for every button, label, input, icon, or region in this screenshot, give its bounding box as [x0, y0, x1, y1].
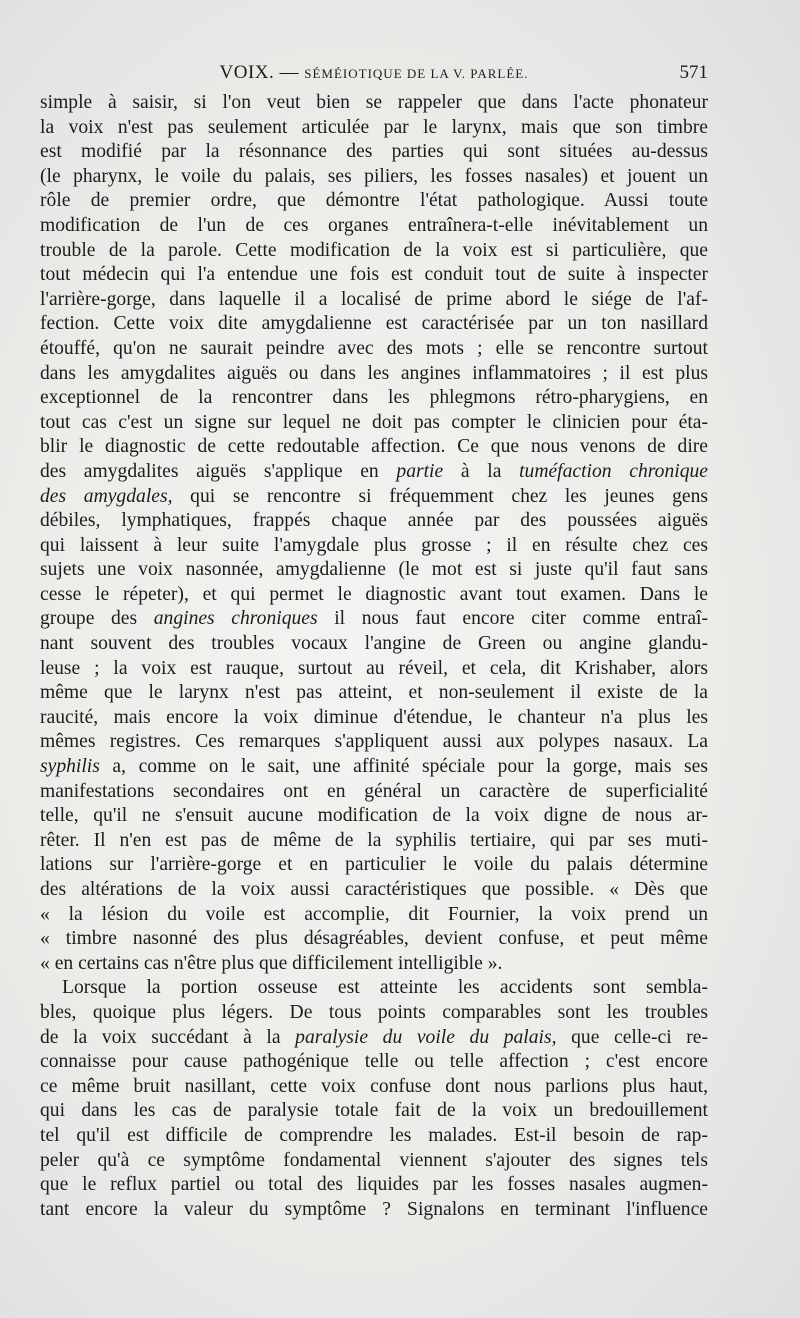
text-line: fection. Cette voix dite amygdalienne est caractérisée par un ton nasillard	[40, 313, 708, 335]
running-title	[40, 62, 708, 84]
text-line: manifestations secondaires ont en général un caractère de superficialité	[40, 780, 708, 802]
text-line: étouffé, qu'on ne saurait peindre avec des mots ; elle se rencontre surtout	[40, 337, 708, 359]
text-line: exceptionnel de la rencontrer dans les phlegmons rétro-pharygiens, en	[40, 387, 708, 409]
text-line: blir le diagnostic de cette redoutable affection. Ce que nous venons de dire	[40, 436, 708, 458]
text-line: simple à saisir, si l'on veut bien se rappeler que dans l'acte phonateur	[40, 92, 708, 113]
italic-run: paralysie du voile du palais,	[295, 1026, 557, 1048]
text-run: des amygdalites aiguës s'applique en	[40, 460, 397, 482]
text-line: même que le larynx n'est pas atteint, et non-seulement il existe de la	[40, 682, 708, 704]
text-line: modification de l'un de ces organes entraînera-t-elle inévitablement un	[40, 214, 708, 236]
text-line	[40, 485, 708, 510]
text-line	[40, 607, 708, 632]
text-line: l'arrière-gorge, dans laquelle il a localisé de prime abord le siége de l'af-	[40, 288, 708, 310]
text-run: à la	[443, 460, 520, 482]
text-line: tout médecin qui l'a entendue une fois est conduit tout de suite à inspecter	[40, 264, 708, 286]
text-line: dans les amygdalites aiguës ou dans les angines inflammatoires ; il est plus	[40, 362, 708, 384]
text-line: des altérations de la voix aussi caractéristiques que possible. « Dès que	[40, 879, 708, 900]
text-line: cesse le répeter), et qui permet le diagnostic avant tout examen. Dans le	[40, 583, 708, 605]
text-run: il nous faut encore citer comme entraî-	[317, 608, 708, 630]
text-run: groupe des	[40, 608, 154, 630]
text-run: de la voix succédant à la	[40, 1026, 296, 1048]
text-line: trouble de la parole. Cette modification de la voix est si particulière, que	[40, 239, 708, 261]
text-line: peler qu'à ce symptôme fondamental viennent s'ajouter des signes tels	[40, 1149, 708, 1171]
running-title-caps: SÉMÉIOTIQUE DE LA V. PARLÉE.	[304, 66, 529, 81]
italic-run: des amygdales,	[40, 485, 173, 507]
text-line: telle, qu'il ne s'ensuit aucune modification de la voix digne de nous ar-	[40, 805, 708, 827]
text-line: « la lésion du voile est accomplie, dit Fournier, la voix prend un	[40, 903, 708, 925]
text-run: a, comme on le sait, une affinité spéciale pour la gorge, mais ses	[99, 756, 708, 778]
text-line: tel qu'il est difficile de comprendre les malades. Est-il besoin de rap-	[40, 1124, 708, 1146]
text-line: ce même bruit nasillant, cette voix confuse dont nous parlions plus haut,	[40, 1075, 708, 1097]
text-line: débiles, lymphatiques, frappés chaque année par des poussées aiguës	[40, 510, 708, 532]
text-line: rêter. Il n'en est pas de même de la syphilis tertiaire, qui par ses muti-	[40, 829, 708, 851]
text-run: que celle-ci re-	[556, 1026, 708, 1048]
running-header	[40, 62, 708, 88]
body-text	[40, 91, 708, 1222]
text-run: qui se rencontre si fréquemment chez les jeunes gens	[172, 485, 708, 507]
text-line	[40, 755, 708, 780]
text-line: connaisse pour cause pathogénique telle ou telle affection ; c'est encore	[40, 1051, 708, 1073]
text-line: bles, quoique plus légers. De tous points comparables sont les troubles	[40, 1001, 708, 1023]
italic-run: angines chroniques	[153, 608, 318, 630]
text-line: sujets une voix nasonnée, amygdalienne (le mot est si juste qu'il faut sans	[40, 559, 708, 581]
text-line: « en certains cas n'être plus que difficilement intelligible ».	[40, 952, 503, 974]
text-line: est modifié par la résonnance des parties qui sont situées au-dessus	[40, 141, 708, 163]
italic-run: syphilis	[40, 756, 100, 778]
text-line: (le pharynx, le voile du palais, ses piliers, les fosses nasales) et jouent un	[40, 165, 708, 187]
text-line: nant souvent des troubles vocaux l'angine de Green ou angine glandu-	[40, 633, 708, 655]
text-line	[40, 460, 708, 485]
running-title-lead: VOIX. —	[219, 62, 305, 83]
text-line: tant encore la valeur du symptôme ? Signalons en terminant l'influence	[40, 1198, 708, 1220]
italic-run: tuméfaction chronique	[519, 460, 708, 482]
text-line: lations sur l'arrière-gorge et en particulier le voile du palais détermine	[40, 854, 708, 876]
text-line: mêmes registres. Ces remarques s'appliquent aussi aux polypes nasaux. La	[40, 731, 708, 753]
italic-run: partie	[396, 460, 444, 482]
text-line: tout cas c'est un signe sur lequel ne doit pas compter le clinicien pour éta-	[40, 411, 708, 433]
text-line: leuse ; la voix est rauque, surtout au réveil, et cela, dit Krishaber, alors	[40, 657, 708, 679]
text-line: la voix n'est pas seulement articulée par le larynx, mais que son timbre	[40, 116, 708, 138]
text-line: que le reflux partiel ou total des liquides par les fosses nasales augmen-	[40, 1174, 708, 1196]
page-number: 571	[679, 62, 708, 83]
text-line: qui dans les cas de paralysie totale fait de la voix un bredouillement	[40, 1100, 708, 1122]
text-line: Lorsque la portion osseuse est atteinte les accidents sont sembla-	[62, 977, 708, 999]
text-line	[40, 1026, 708, 1051]
text-line: rôle de premier ordre, que démontre l'état pathologique. Aussi toute	[40, 190, 708, 212]
text-line: raucité, mais encore la voix diminue d'étendue, le chanteur n'a plus les	[40, 706, 708, 728]
text-line: qui laissent à leur suite l'amygdale plus grosse ; il en résulte chez ces	[40, 534, 708, 556]
text-line: « timbre nasonné des plus désagréables, devient confuse, et peut même	[40, 928, 708, 950]
